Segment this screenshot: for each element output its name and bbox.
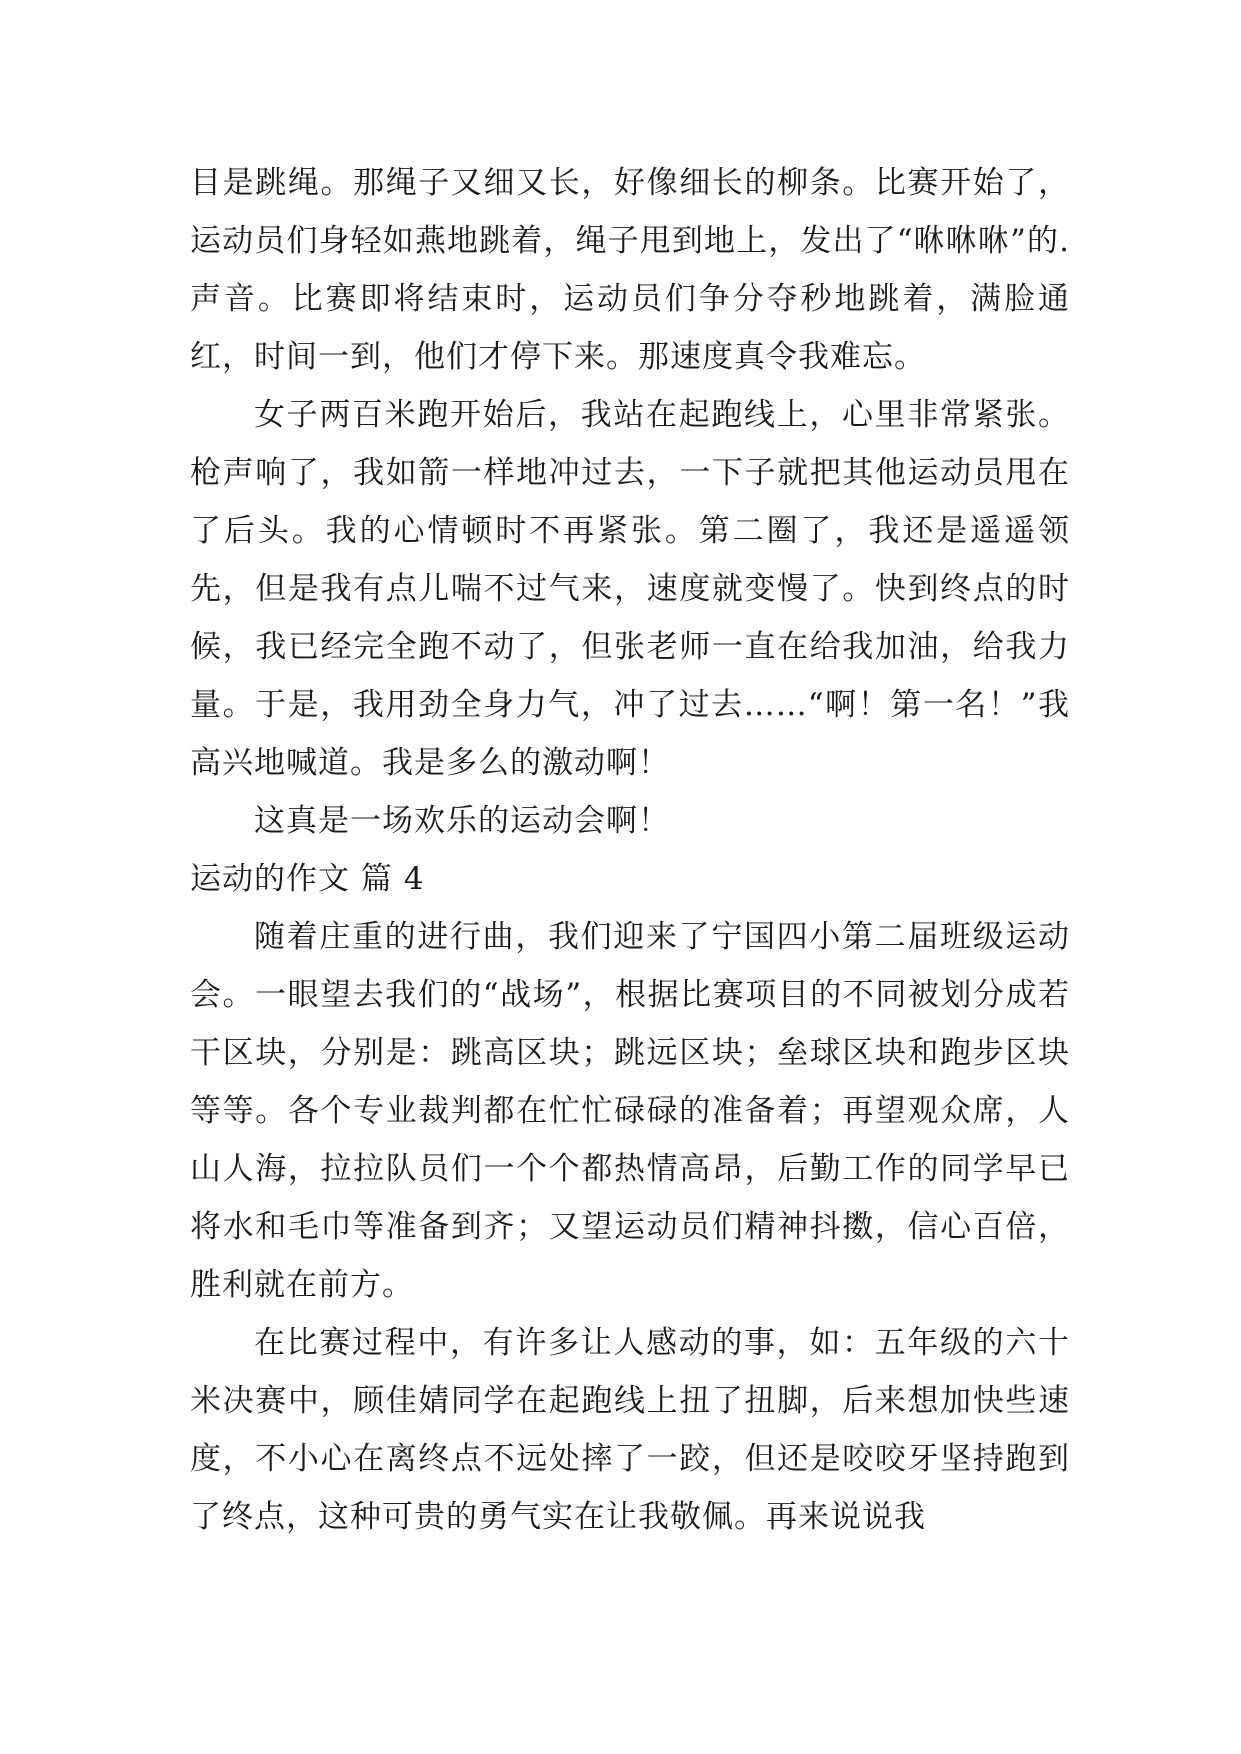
paragraph-moving-events: 在比赛过程中，有许多让人感动的事，如：五年级的六十米决赛中，顾佳婧同学在起跑线上扭了扭脚，后来想加快些速度，不小心在离终点不远处摔了一跤，但还是咬咬牙坚持跑到了终点，这种可贵的勇气实在让我敬佩。再来说说我: [190, 1325, 1070, 1535]
paragraph-rope-skipping: 目是跳绳。那绳子又细又长，好像细长的柳条。比赛开始了，运动员们身轻如燕地跳着，绳子甩到地上，发出了“咻咻咻”的.声音。比赛即将结束时，运动员们争分夺秒地跳着，满脸通红，时间一到，他们才停下来。那速度真令我难忘。: [190, 165, 1070, 375]
section-heading: 运动的作文 篇 4: [190, 861, 425, 897]
paragraph-sports-meet-intro: 随着庄重的进行曲，我们迎来了宁国四小第二届班级运动会。一眼望去我们的“战场”，根据比赛项目的不同被划分成若干区块，分别是：跳高区块；跳远区块；垒球区块和跑步区块等等。各个专业裁判都在忙忙碌碌的准备着；再望观众席，人山人海，拉拉队员们一个个都热情高昂，后勤工作的同学早已将水和毛巾等准备到齐；又望运动员们精神抖擞，信心百倍，胜利就在前方。: [190, 919, 1070, 1303]
document-body: [190, 154, 1070, 1546]
paragraph-conclusion: 这真是一场欢乐的运动会啊！: [254, 803, 670, 839]
paragraph-200m-race: 女子两百米跑开始后，我站在起跑线上，心里非常紧张。枪声响了，我如箭一样地冲过去，一下子就把其他运动员甩在了后头。我的心情顿时不再紧张。第二圈了，我还是遥遥领先，但是我有点儿喘不过气来，速度就变慢了。快到终点的时候，我已经完全跑不动了，但张老师一直在给我加油，给我力量。于是，我用劲全身力气，冲了过去……“啊！第一名！”我高兴地喊道。我是多么的激动啊！: [190, 397, 1070, 781]
